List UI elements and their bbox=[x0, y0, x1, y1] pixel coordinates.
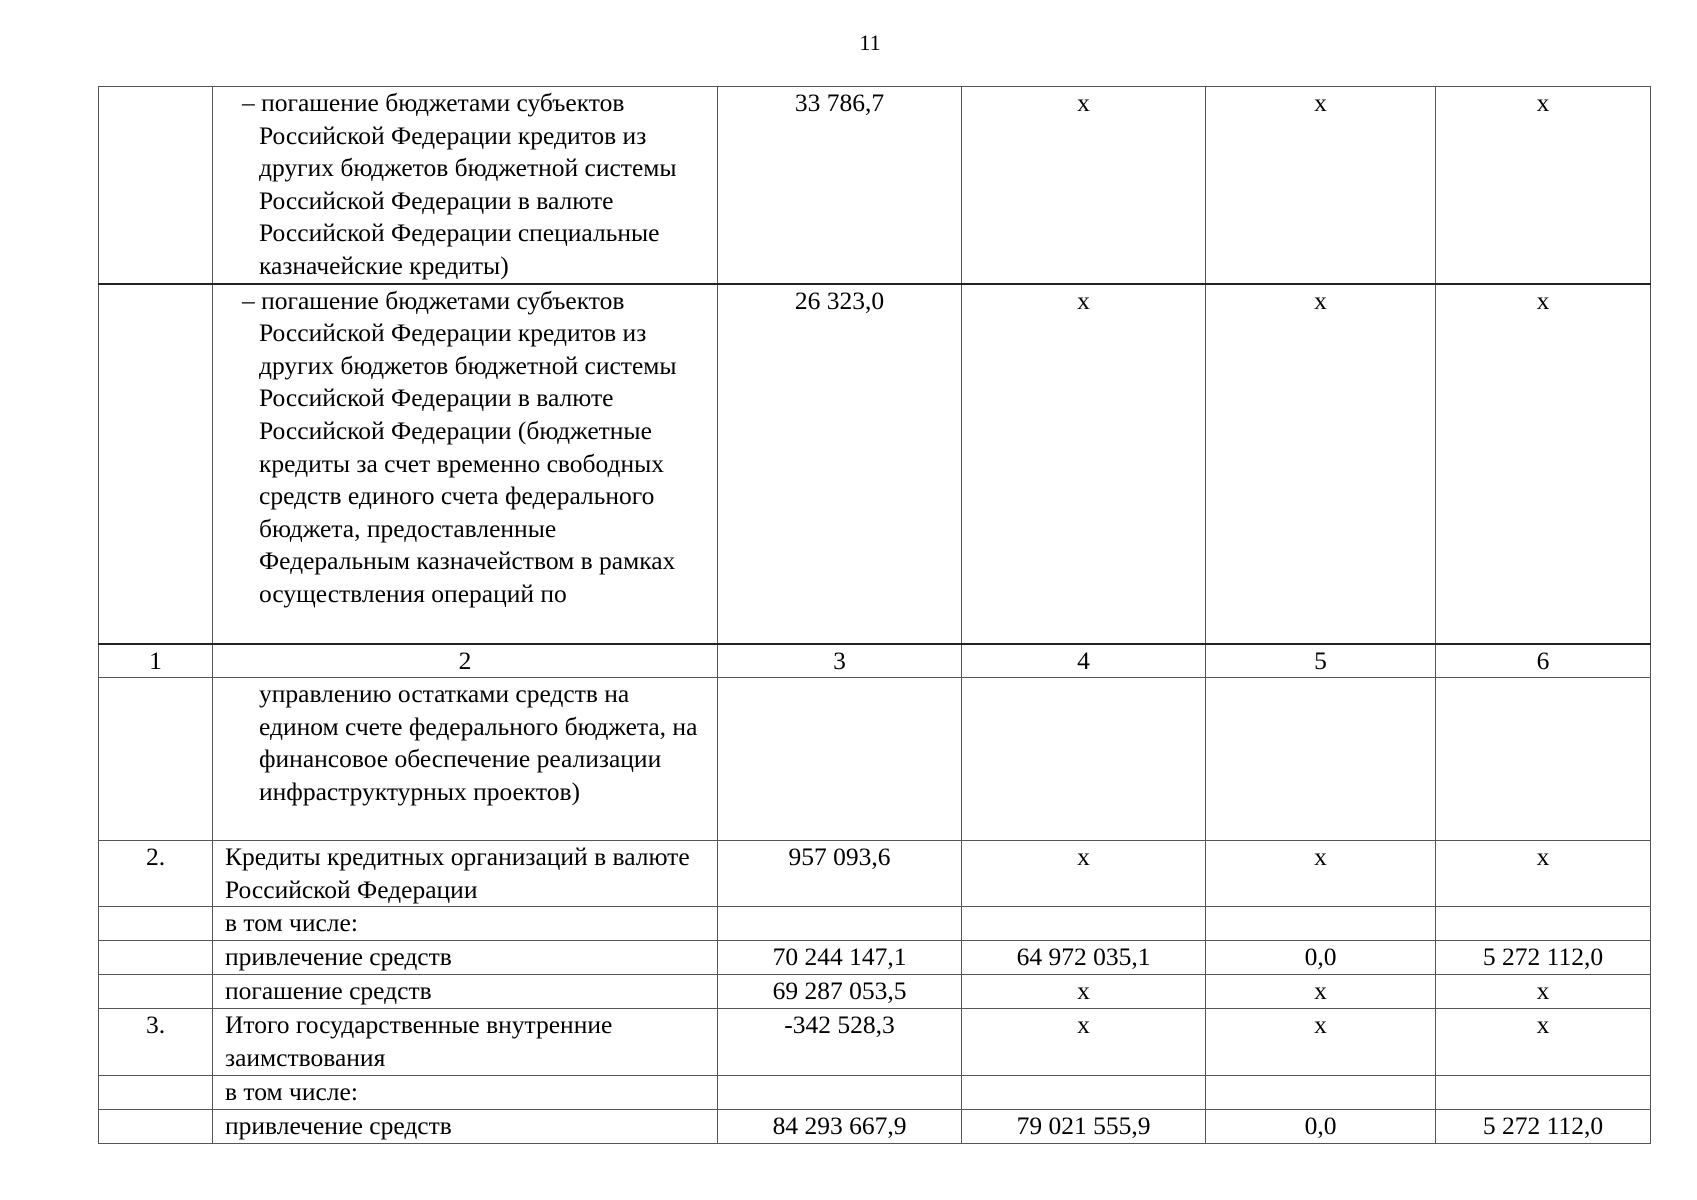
table-row bbox=[99, 284, 1651, 644]
row-number-cell: 3. bbox=[99, 1008, 213, 1075]
row-number-cell bbox=[99, 975, 213, 1009]
value-cell bbox=[718, 907, 962, 941]
row-number-cell bbox=[99, 941, 213, 975]
value-cell: х bbox=[1436, 284, 1651, 644]
table-row bbox=[99, 1109, 1651, 1143]
value-cell: х bbox=[962, 841, 1206, 907]
value-cell: -342 528,3 bbox=[718, 1008, 962, 1075]
value-cell: 64 972 035,1 bbox=[962, 941, 1206, 975]
value-cell: х bbox=[962, 975, 1206, 1009]
description-cell: привлечение средств bbox=[213, 941, 718, 975]
value-cell: х bbox=[1436, 975, 1651, 1009]
table-row bbox=[99, 1008, 1651, 1075]
column-numbers-row bbox=[99, 644, 1651, 678]
value-cell bbox=[1206, 907, 1436, 941]
value-cell: 70 244 147,1 bbox=[718, 941, 962, 975]
row-number-cell bbox=[99, 87, 213, 284]
value-cell: 26 323,0 bbox=[718, 284, 962, 644]
value-cell: х bbox=[1436, 1008, 1651, 1075]
value-cell: х bbox=[1206, 87, 1436, 284]
row-number-cell bbox=[99, 907, 213, 941]
table-row bbox=[99, 975, 1651, 1009]
row-number-cell: 2. bbox=[99, 841, 213, 907]
description-cell bbox=[213, 284, 718, 644]
value-cell: 5 272 112,0 bbox=[1436, 941, 1651, 975]
value-cell: х bbox=[1436, 87, 1651, 284]
value-cell: х bbox=[1436, 841, 1651, 907]
value-cell: 5 272 112,0 bbox=[1436, 1109, 1651, 1143]
table-row bbox=[99, 87, 1651, 284]
row-number-cell bbox=[99, 1075, 213, 1109]
value-cell: х bbox=[962, 284, 1206, 644]
table-row bbox=[99, 907, 1651, 941]
value-cell: 69 287 053,5 bbox=[718, 975, 962, 1009]
value-cell bbox=[1206, 1075, 1436, 1109]
description-cell: погашение средств bbox=[213, 975, 718, 1009]
value-cell: 4 bbox=[962, 644, 1206, 678]
description-cell: Итого государственные внутренние заимствования bbox=[213, 1008, 718, 1075]
description-cell: в том числе: bbox=[213, 907, 718, 941]
row-number-cell bbox=[99, 1109, 213, 1143]
value-cell: х bbox=[1206, 975, 1436, 1009]
value-cell: 0,0 bbox=[1206, 1109, 1436, 1143]
value-cell bbox=[1206, 678, 1436, 841]
description-cell: управлению остатками средств на едином счете федерального бюджета, на финансовое обеспечение реализации инфраструктурных проектов) bbox=[213, 678, 718, 841]
description-cell bbox=[213, 87, 718, 284]
value-cell: 957 093,6 bbox=[718, 841, 962, 907]
value-cell: 0,0 bbox=[1206, 941, 1436, 975]
description-cell: Кредиты кредитных организаций в валюте Российской Федерации bbox=[213, 841, 718, 907]
table-row bbox=[99, 1075, 1651, 1109]
description-text: – погашение бюджетами субъектов Российской Федерации кредитов из других бюджетов бюджетной системы Российской Федерации в валюте Российской Федерации (бюджетные кредиты за счет временно свободных средств единого счета федерального бюджета, предоставленные Федеральным казначейством в рамках осуществления операций по bbox=[242, 285, 677, 608]
value-cell: 6 bbox=[1436, 644, 1651, 678]
value-cell bbox=[718, 678, 962, 841]
row-number-cell: 1 bbox=[99, 644, 213, 678]
value-cell bbox=[1436, 1075, 1651, 1109]
borrowing-table bbox=[98, 86, 1651, 1144]
value-cell: 3 bbox=[718, 644, 962, 678]
value-cell: 84 293 667,9 bbox=[718, 1109, 962, 1143]
value-cell: 33 786,7 bbox=[718, 87, 962, 284]
value-cell bbox=[718, 1075, 962, 1109]
row-number-cell bbox=[99, 678, 213, 841]
value-cell: 5 bbox=[1206, 644, 1436, 678]
value-cell: х bbox=[962, 87, 1206, 284]
page-number: 11 bbox=[859, 30, 881, 55]
value-cell: х bbox=[1206, 1008, 1436, 1075]
description-text: – погашение бюджетами субъектов Российской Федерации кредитов из других бюджетов бюджетной системы Российской Федерации в валюте Российской Федерации специальные казначейские кредиты) bbox=[242, 88, 677, 280]
table-row bbox=[99, 941, 1651, 975]
value-cell: х bbox=[1206, 841, 1436, 907]
description-cell: привлечение средств bbox=[213, 1109, 718, 1143]
description-cell: 2 bbox=[213, 644, 718, 678]
value-cell: х bbox=[1206, 284, 1436, 644]
value-cell bbox=[962, 1075, 1206, 1109]
value-cell: х bbox=[962, 1008, 1206, 1075]
value-cell bbox=[962, 678, 1206, 841]
value-cell bbox=[1436, 678, 1651, 841]
table-row bbox=[99, 841, 1651, 907]
value-cell bbox=[962, 907, 1206, 941]
value-cell bbox=[1436, 907, 1651, 941]
value-cell: 79 021 555,9 bbox=[962, 1109, 1206, 1143]
description-cell: в том числе: bbox=[213, 1075, 718, 1109]
row-number-cell bbox=[99, 284, 213, 644]
table-row bbox=[99, 678, 1651, 841]
